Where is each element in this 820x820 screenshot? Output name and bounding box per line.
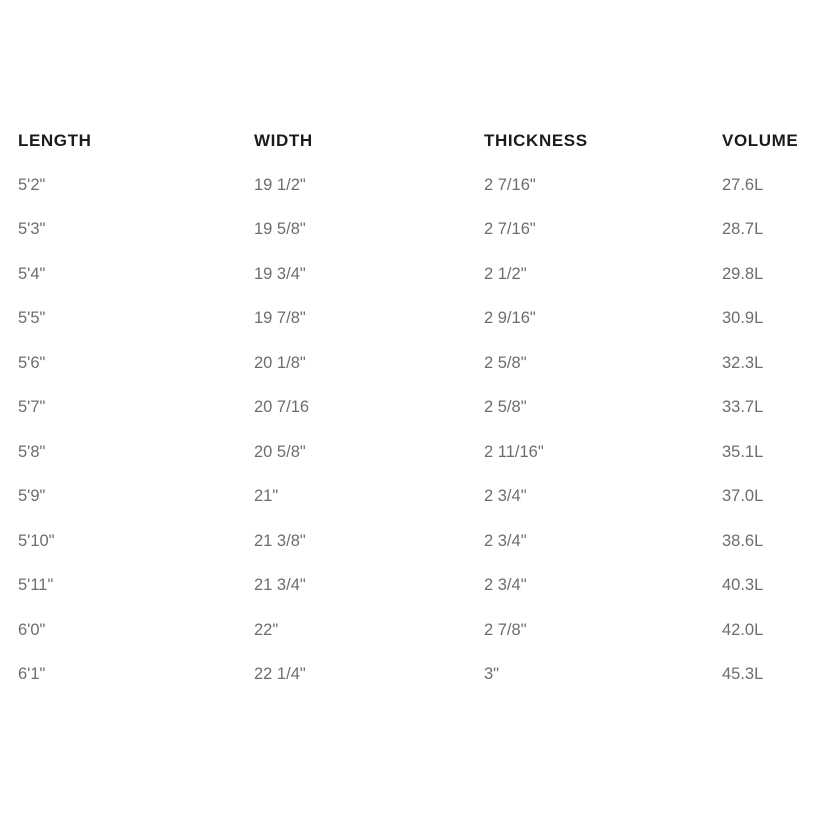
cell-volume: 29.8L (722, 264, 764, 283)
table-row (0, 341, 820, 386)
column-header-thickness: THICKNESS (484, 130, 588, 150)
cell-thickness: 2 3/4" (484, 576, 527, 595)
cell-width: 19 5/8" (254, 220, 306, 239)
table-row (0, 163, 820, 208)
cell-width: 19 1/2" (254, 175, 306, 194)
table-header (0, 118, 820, 163)
cell-volume: 33.7L (722, 398, 764, 417)
table-header-row (0, 118, 820, 163)
cell-thickness: 2 7/16" (484, 175, 536, 194)
cell-width: 22 1/4" (254, 665, 306, 684)
table-row (0, 653, 820, 698)
cell-thickness: 2 11/16" (484, 442, 544, 461)
table-row (0, 208, 820, 253)
cell-width: 19 7/8" (254, 309, 306, 328)
table-row (0, 608, 820, 653)
cell-length: 6'0" (18, 620, 46, 639)
cell-volume: 37.0L (722, 487, 764, 506)
cell-volume: 30.9L (722, 309, 764, 328)
column-header-length: LENGTH (18, 130, 92, 150)
cell-thickness: 2 7/8" (484, 620, 527, 639)
cell-length: 5'6" (18, 353, 46, 372)
cell-width: 21" (254, 487, 279, 506)
cell-width: 22" (254, 620, 279, 639)
cell-length: 5'11" (18, 576, 54, 595)
cell-volume: 40.3L (722, 576, 764, 595)
table-body (0, 163, 820, 697)
cell-volume: 38.6L (722, 531, 764, 550)
cell-length: 5'7" (18, 398, 46, 417)
cell-length: 5'9" (18, 487, 46, 506)
cell-volume: 45.3L (722, 665, 764, 684)
cell-volume: 32.3L (722, 353, 764, 372)
cell-width: 20 5/8" (254, 442, 306, 461)
cell-volume: 42.0L (722, 620, 764, 639)
table-row (0, 297, 820, 342)
cell-thickness: 2 5/8" (484, 398, 527, 417)
cell-length: 5'5" (18, 309, 46, 328)
table-row (0, 475, 820, 520)
cell-width: 20 1/8" (254, 353, 306, 372)
cell-thickness: 2 3/4" (484, 531, 527, 550)
cell-length: 5'10" (18, 531, 55, 550)
cell-thickness: 2 3/4" (484, 487, 527, 506)
cell-length: 5'3" (18, 220, 46, 239)
cell-width: 20 7/16 (254, 398, 310, 417)
cell-length: 5'8" (18, 442, 46, 461)
table-row (0, 519, 820, 564)
cell-length: 5'2" (18, 175, 46, 194)
cell-thickness: 2 7/16" (484, 220, 536, 239)
table-row (0, 252, 820, 297)
cell-thickness: 2 9/16" (484, 309, 536, 328)
cell-volume: 27.6L (722, 175, 764, 194)
cell-thickness: 2 1/2" (484, 264, 527, 283)
cell-volume: 35.1L (722, 442, 764, 461)
cell-thickness: 3" (484, 665, 500, 684)
cell-width: 21 3/8" (254, 531, 306, 550)
cell-width: 21 3/4" (254, 576, 306, 595)
cell-length: 6'1" (18, 665, 46, 684)
size-chart-table (0, 118, 820, 697)
cell-length: 5'4" (18, 264, 46, 283)
cell-thickness: 2 5/8" (484, 353, 527, 372)
table-row (0, 386, 820, 431)
cell-width: 19 3/4" (254, 264, 306, 283)
table-row (0, 564, 820, 609)
table-row (0, 430, 820, 475)
cell-volume: 28.7L (722, 220, 764, 239)
column-header-width: WIDTH (254, 130, 313, 150)
column-header-volume: VOLUME (722, 130, 799, 150)
